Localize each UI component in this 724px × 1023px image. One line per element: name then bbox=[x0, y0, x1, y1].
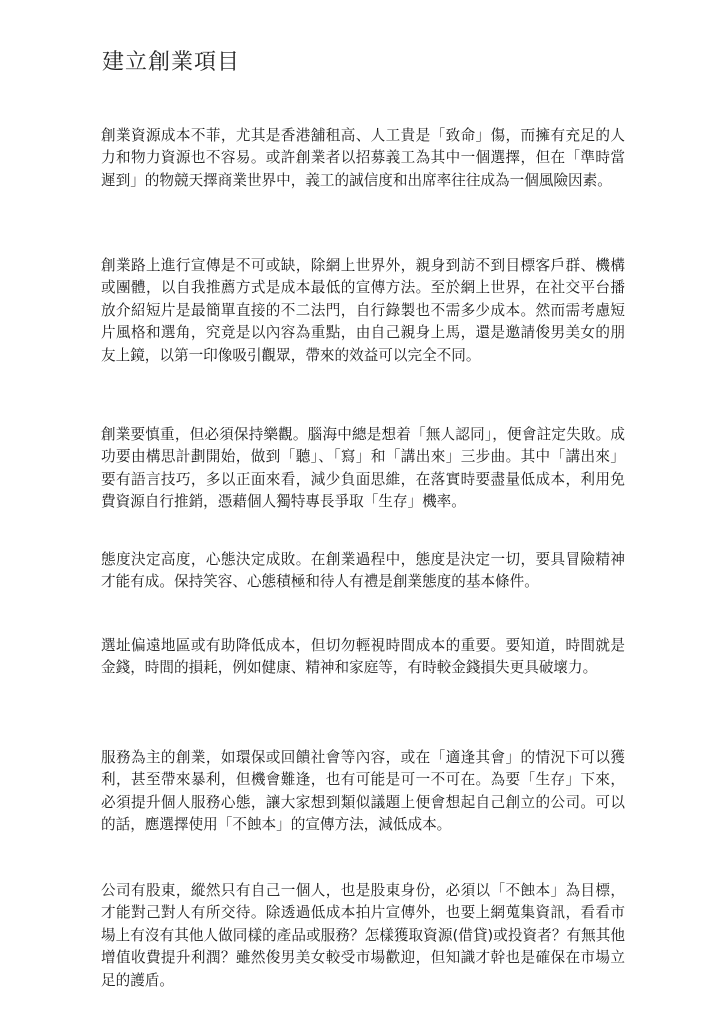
page-title: 建立創業項目 bbox=[102, 50, 241, 75]
paragraph-promotion: 創業路上進行宣傳是不可或缺，除網上世界外，親身到訪不到目標客戶群、機構或團體，以自我推薦方式是成本最低的宣傳方法。至於網上世界，在社交平台播放介紹短片是最簡單直接的不二法門，自行錄製也不需多少成本。然而需考慮短片風格和選角，究竟是以內容為重點，由自己親身上馬，還是邀請俊男美女的朋友上鏡，以第一印像吸引觀眾，帶來的效益可以完全不同。 bbox=[101, 257, 625, 364]
paragraph-service-business: 服務為主的創業，如環保或回饋社會等內容，或在「適逢其會」的情況下可以獲利，甚至帶來暴利，但機會難逢，也有可能是可一不可在。為要「生存」下來，必須提升個人服務心態，讓大家想到類似議題上便會想起自己創立的公司。可以的話，應選擇使用「不蝕本」的宣傳方法，減低成本。 bbox=[101, 749, 625, 834]
paragraph-location: 選址偏遠地區或有助降低成本，但切勿輕視時間成本的重要。要知道，時間就是金錢，時間的損耗，例如健康、精神和家庭等，有時較金錢損失更具破壞力。 bbox=[101, 637, 625, 677]
paragraph-attitude: 態度決定高度，心態決定成敗。在創業過程中，態度是決定一切，要具冒險精神才能有成。保持笑容、心態積極和待人有禮是創業態度的基本條件。 bbox=[101, 551, 625, 591]
paragraph-cost-resources: 創業資源成本不菲，尤其是香港舖租高、人工貴是「致命」傷，而擁有充足的人力和物力資源也不容易。或許創業者以招募義工為其中一個選擇，但在「準時當遲到」的物競天擇商業世界中，義工的誠信度和出席率往往成為一個風險因素。 bbox=[101, 127, 625, 189]
paragraph-optimism: 創業要慎重，但必須保持樂觀。腦海中總是想着「無人認同」，便會註定失敗。成功要由構思計劃開始，做到「聽」、「寫」和「講出來」三步曲。其中「講出來」要有語言技巧，多以正面來看，減少負面思維，在落實時要盡量低成本，利用免費資源自行推銷，憑藉個人獨特專長爭取「生存」機率。 bbox=[101, 426, 625, 511]
paragraph-shareholders: 公司有股東，縱然只有自己一個人，也是股東身份，必須以「不蝕本」為目標，才能對己對人有所交待。除透過低成本拍片宣傳外，也要上網蒐集資訊，看看市場上有沒有其他人做同樣的產品或服務？怎樣獲取資源(借貸)或投資者？有無其他增值收費提升利潤？雖然俊男美女較受市場歡迎，但知識才幹也是確保在市場立足的護盾。 bbox=[101, 882, 625, 989]
